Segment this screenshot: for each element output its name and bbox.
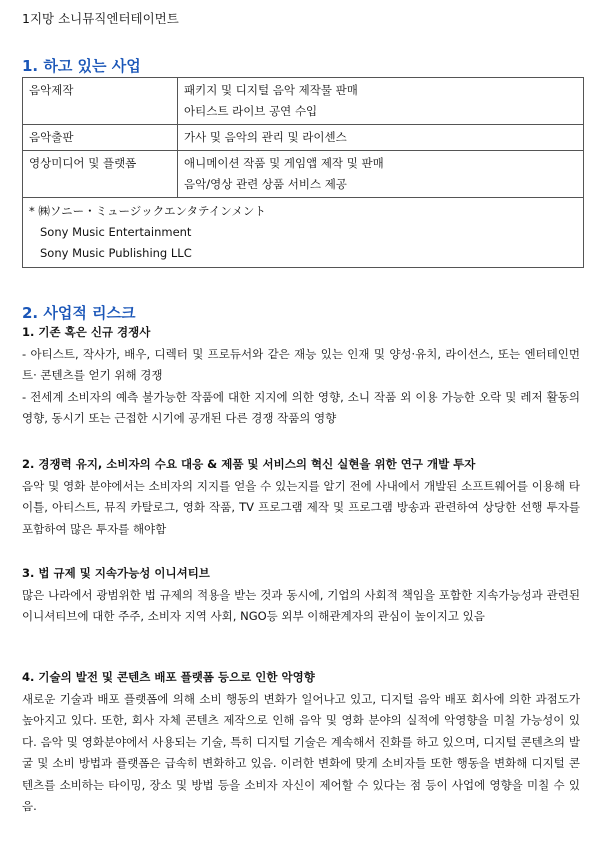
category-cell: 영상미디어 및 플랫폼 <box>23 151 178 198</box>
risk-text: - 전세계 소비자의 예측 불가능한 작품에 대한 지지에 의한 영향, 소니 작품 외 이용 가능한 오락 및 레저 활동의 영향, 동시기 또는 근접한 시기에 공개된 다른 경쟁 작품의 영향 <box>22 389 580 425</box>
company-name-entertainment: Sony Music Entertainment <box>40 225 192 239</box>
page-title: 1지망 소니뮤직엔터테이먼트 <box>22 11 179 26</box>
item-line: 가사 및 음악의 관리 및 라이센스 <box>184 130 347 144</box>
risk-title: 4. 기술의 발전 및 콘텐츠 배포 플랫폼 등으로 인한 악영향 <box>22 670 315 684</box>
business-table <box>22 77 584 268</box>
risk-item-1 <box>22 322 580 430</box>
table-row <box>23 151 584 198</box>
risk-item-3 <box>22 563 580 628</box>
risk-text: 음악 및 영화 분야에서는 소비자의 지지를 얻을 수 있는지를 알기 전에 사내에서 개발된 소프트웨어를 이용해 타이틀, 아티스트, 뮤직 카탈로그, 영화 작품, TV 프로그램 제작 및 프로그램 방송과 관련하여 상당한 선행 투자를 포함하여 많은 투자를 해야함 <box>22 478 580 536</box>
item-line: 아티스트 라이브 공연 수입 <box>184 104 318 118</box>
risk-item-2 <box>22 454 580 540</box>
section-1-heading: 1. 하고 있는 사업 <box>22 57 141 75</box>
item-line: 애니메이션 작품 및 게임앱 제작 및 판매 <box>184 156 384 170</box>
risk-text: 많은 나라에서 광범위한 법 규제의 적용을 받는 것과 동시에, 기업의 사회적 책임을 포함한 지속가능성과 관련된 이니셔티브에 대한 주주, 소비자 지역 사회, NGO등 외부 이해관계자의 관심이 높이지고 있음 <box>22 587 580 623</box>
items-cell <box>178 125 584 151</box>
company-name-publishing: Sony Music Publishing LLC <box>40 246 192 260</box>
items-cell <box>178 78 584 125</box>
table-row <box>23 125 584 151</box>
section-2-heading: 2. 사업적 리스크 <box>22 304 136 322</box>
company-name-japanese: * ㈱ソニー・ミュージックエンタテインメント <box>29 204 266 218</box>
item-line: 음악/영상 관련 상품 서비스 제공 <box>184 177 347 191</box>
risk-text: 새로운 기술과 배포 플랫폼에 의해 소비 행동의 변화가 일어나고 있고, 디지털 음악 배포 회사에 의한 과점도가 높아지고 있다. 또한, 회사 자체 콘텐츠 제작으로 인해 음악 및 영화 분야의 실적에 악영향을 미칠 가능성이 있다. 음악 및 영화분야에서 사용되는 기술, 특히 디지털 기술은 계속해서 진화를 하고 있으며, 디지털 콘텐츠의 발굴 및 소비 방법과 플랫폼은 급속히 변화하고 있음. 이러한 변화에 맞게 소비자들 또한 행동을 변화해 디지털 콘텐츠를 소비하는 타이밍, 장소 및 방법 등을 소비자 자신이 제어할 수 있다는 점 등이 사업에 영향을 미칠 수 있음. <box>22 691 580 813</box>
item-line: 패키지 및 디지털 음악 제작물 판매 <box>184 83 358 97</box>
category-cell: 음악출판 <box>23 125 178 151</box>
risk-title: 3. 법 규제 및 지속가능성 이니셔티브 <box>22 566 210 580</box>
company-note-cell <box>23 198 584 268</box>
category-cell: 음악제작 <box>23 78 178 125</box>
table-row <box>23 198 584 268</box>
items-cell <box>178 151 584 198</box>
risk-title: 1. 기존 혹은 신규 경쟁사 <box>22 325 151 339</box>
risk-item-4 <box>22 667 580 818</box>
table-row <box>23 78 584 125</box>
risk-text: - 아티스트, 작사가, 배우, 디렉터 및 프로듀서와 같은 재능 있는 인재 및 양성·유치, 라이선스, 또는 엔터테인먼트· 콘텐츠를 얻기 위해 경쟁 <box>22 346 580 382</box>
risk-title: 2. 경쟁력 유지, 소비자의 수요 대응 & 제품 및 서비스의 혁신 실현을 위한 연구 개발 투자 <box>22 457 476 471</box>
